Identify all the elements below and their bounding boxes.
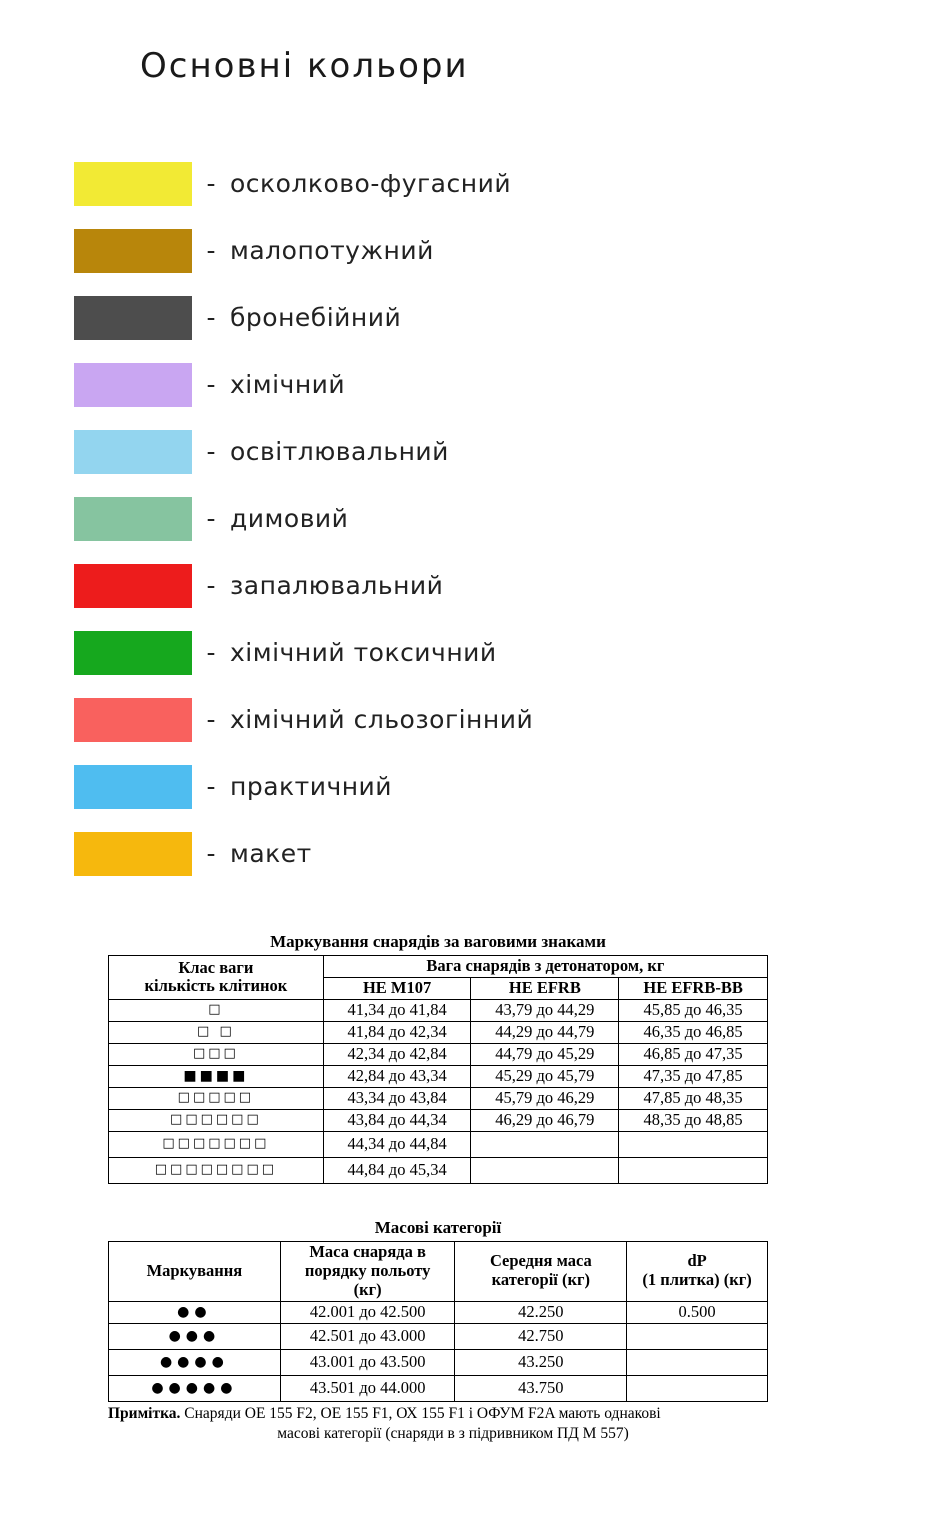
cell-avg-mass: 43.250: [455, 1349, 627, 1375]
mass-col-line3: (кг): [353, 1279, 382, 1299]
cell-efrb-bb: 46,35 до 46,85: [619, 1021, 768, 1043]
list-item: [74, 686, 874, 753]
cell-m107: 43,84 до 44,34: [323, 1109, 471, 1131]
weight-marks: □□□□□□□□: [109, 1157, 324, 1183]
list-item: [74, 418, 874, 485]
color-swatch: [74, 698, 192, 742]
cell-efrb: 44,79 до 45,29: [471, 1043, 619, 1065]
table-row: [109, 1021, 768, 1043]
cell-efrb-bb: 48,35 до 48,85: [619, 1109, 768, 1131]
table-row: [109, 1157, 768, 1183]
table-row: [109, 1065, 768, 1087]
legend-dash: -: [206, 638, 216, 667]
legend-dash: -: [206, 303, 216, 332]
mass-categories-table-block: [108, 1218, 768, 1402]
table-header-row: [109, 1242, 768, 1302]
table-row: [109, 1109, 768, 1131]
legend-dash: -: [206, 169, 216, 198]
list-item: [74, 217, 874, 284]
cell-mass-range: 42.001 до 42.500: [280, 1301, 455, 1323]
list-item: [74, 753, 874, 820]
legend-label: хімічний сльозогінний: [230, 705, 534, 734]
avg-col-line2: категорії (кг): [491, 1270, 590, 1290]
weight-marks: □ □: [109, 1021, 324, 1043]
table-caption: Маркування снарядів за ваговими знаками: [270, 932, 606, 951]
color-swatch: [74, 162, 192, 206]
list-item: [74, 150, 874, 217]
cell-dp: [627, 1375, 768, 1401]
weight-marks: □□□□□: [109, 1087, 324, 1109]
avg-col-line1: Середня маса: [489, 1251, 592, 1271]
cell-avg-mass: 43.750: [455, 1375, 627, 1401]
color-swatch: [74, 497, 192, 541]
cell-efrb-bb: 45,85 до 46,35: [619, 999, 768, 1021]
group-header: Вага снарядів з детонатором, кг: [323, 956, 767, 978]
mass-categories-table: [108, 1241, 768, 1402]
footnote-line1: Снаряди ОЕ 155 F2, ОЕ 155 F1, ОХ 155 F1 і ОФУМ F2A мають однакові: [184, 1405, 661, 1422]
weight-marking-table-block: [108, 932, 768, 1184]
class-col-line1: Клас ваги: [178, 957, 254, 977]
legend-dash: -: [206, 236, 216, 265]
dp-col-line1: dP: [687, 1251, 707, 1271]
color-swatch: [74, 564, 192, 608]
color-swatch: [74, 832, 192, 876]
cell-dp: [627, 1349, 768, 1375]
mass-marks: ●●●●●: [109, 1375, 281, 1401]
subheader-he-efrb-bb: HE EFRB-BB: [619, 977, 768, 999]
cell-mass-range: 43.501 до 44.000: [280, 1375, 455, 1401]
list-item: [74, 284, 874, 351]
cell-efrb: [471, 1157, 619, 1183]
subheader-he-efrb: HE EFRB: [471, 977, 619, 999]
legend-label: осколково-фугасний: [230, 169, 512, 198]
legend-dash: -: [206, 504, 216, 533]
list-item: [74, 351, 874, 418]
table-row: [109, 999, 768, 1021]
cell-m107: 42,84 до 43,34: [323, 1065, 471, 1087]
cell-efrb: 44,29 до 44,79: [471, 1021, 619, 1043]
table-row: [109, 1323, 768, 1349]
mass-marks: ●●●: [109, 1323, 281, 1349]
cell-avg-mass: 42.250: [455, 1301, 627, 1323]
cell-efrb: 45,79 до 46,29: [471, 1087, 619, 1109]
weight-marks: □□□: [109, 1043, 324, 1065]
list-item: [74, 485, 874, 552]
table-row: [109, 1349, 768, 1375]
cell-dp: [627, 1323, 768, 1349]
cell-efrb: 46,29 до 46,79: [471, 1109, 619, 1131]
mass-col-line1: Маса снаряда в: [309, 1242, 426, 1261]
weight-marks: □□□□□□: [109, 1109, 324, 1131]
list-item: [74, 619, 874, 686]
cell-efrb-bb: 47,35 до 47,85: [619, 1065, 768, 1087]
legend-dash: -: [206, 705, 216, 734]
table-row: [109, 1131, 768, 1157]
list-item: [74, 552, 874, 619]
legend-dash: -: [206, 772, 216, 801]
table-header-row: [109, 956, 768, 978]
cell-m107: 41,34 до 41,84: [323, 999, 471, 1021]
legend-label: димовий: [230, 504, 349, 533]
cell-dp: 0.500: [627, 1301, 768, 1323]
marking-column-header: Маркування: [109, 1242, 281, 1302]
list-item: [74, 820, 874, 887]
mass-col-line2: порядку польоту: [304, 1260, 431, 1280]
legend-label: малопотужний: [230, 236, 434, 265]
cell-efrb-bb: 47,85 до 48,35: [619, 1087, 768, 1109]
dp-col-line2: (1 плитка) (кг): [642, 1270, 752, 1290]
footnote: [108, 1404, 798, 1444]
cell-m107: 44,34 до 44,84: [323, 1131, 471, 1157]
weight-marks: □: [109, 999, 324, 1021]
color-swatch: [74, 631, 192, 675]
table-caption: Масові категорії: [374, 1218, 502, 1237]
subheader-he-m107: HE M107: [323, 977, 471, 999]
mass-marks: ●●●●: [109, 1349, 281, 1375]
legend-dash: -: [206, 571, 216, 600]
table-row: [109, 1375, 768, 1401]
footnote-label: Примітка.: [108, 1405, 181, 1422]
legend-dash: -: [206, 839, 216, 868]
legend-label: освітлювальний: [230, 437, 449, 466]
color-swatch: [74, 296, 192, 340]
cell-efrb: 43,79 до 44,29: [471, 999, 619, 1021]
color-swatch: [74, 229, 192, 273]
cell-avg-mass: 42.750: [455, 1323, 627, 1349]
cell-m107: 44,84 до 45,34: [323, 1157, 471, 1183]
cell-mass-range: 43.001 до 43.500: [280, 1349, 455, 1375]
weight-marks: ■■■■: [109, 1065, 324, 1087]
mass-column-header: [280, 1242, 455, 1302]
legend-dash: -: [206, 437, 216, 466]
mass-marks: ●●: [109, 1301, 281, 1323]
legend-label: хімічний токсичний: [230, 638, 497, 667]
cell-m107: 42,34 до 42,84: [323, 1043, 471, 1065]
cell-efrb-bb: [619, 1131, 768, 1157]
color-legend-list: [74, 150, 874, 887]
legend-label: запалювальний: [230, 571, 444, 600]
cell-m107: 43,34 до 43,84: [323, 1087, 471, 1109]
color-swatch: [74, 765, 192, 809]
dp-column-header: [627, 1242, 768, 1302]
cell-efrb-bb: 46,85 до 47,35: [619, 1043, 768, 1065]
cell-mass-range: 42.501 до 43.000: [280, 1323, 455, 1349]
avg-mass-column-header: [455, 1242, 627, 1302]
table-row: [109, 1043, 768, 1065]
cell-efrb: [471, 1131, 619, 1157]
cell-m107: 41,84 до 42,34: [323, 1021, 471, 1043]
legend-label: макет: [230, 839, 312, 868]
legend-label: бронебійний: [230, 303, 402, 332]
color-swatch: [74, 363, 192, 407]
footnote-line2: масові категорії (снаряди в з підривником ПД М 557): [277, 1425, 629, 1443]
weight-marking-table: [108, 955, 768, 1184]
legend-label: практичний: [230, 772, 393, 801]
class-col-line2: кількість клітинок: [144, 976, 288, 996]
cell-efrb-bb: [619, 1157, 768, 1183]
legend-label: хімічний: [230, 370, 346, 399]
class-column-header: [109, 956, 324, 1000]
table-row: [109, 1087, 768, 1109]
page-title: Основні кольори: [140, 46, 469, 86]
table-row: [109, 1301, 768, 1323]
weight-marks: □□□□□□□: [109, 1131, 324, 1157]
legend-dash: -: [206, 370, 216, 399]
color-swatch: [74, 430, 192, 474]
cell-efrb: 45,29 до 45,79: [471, 1065, 619, 1087]
